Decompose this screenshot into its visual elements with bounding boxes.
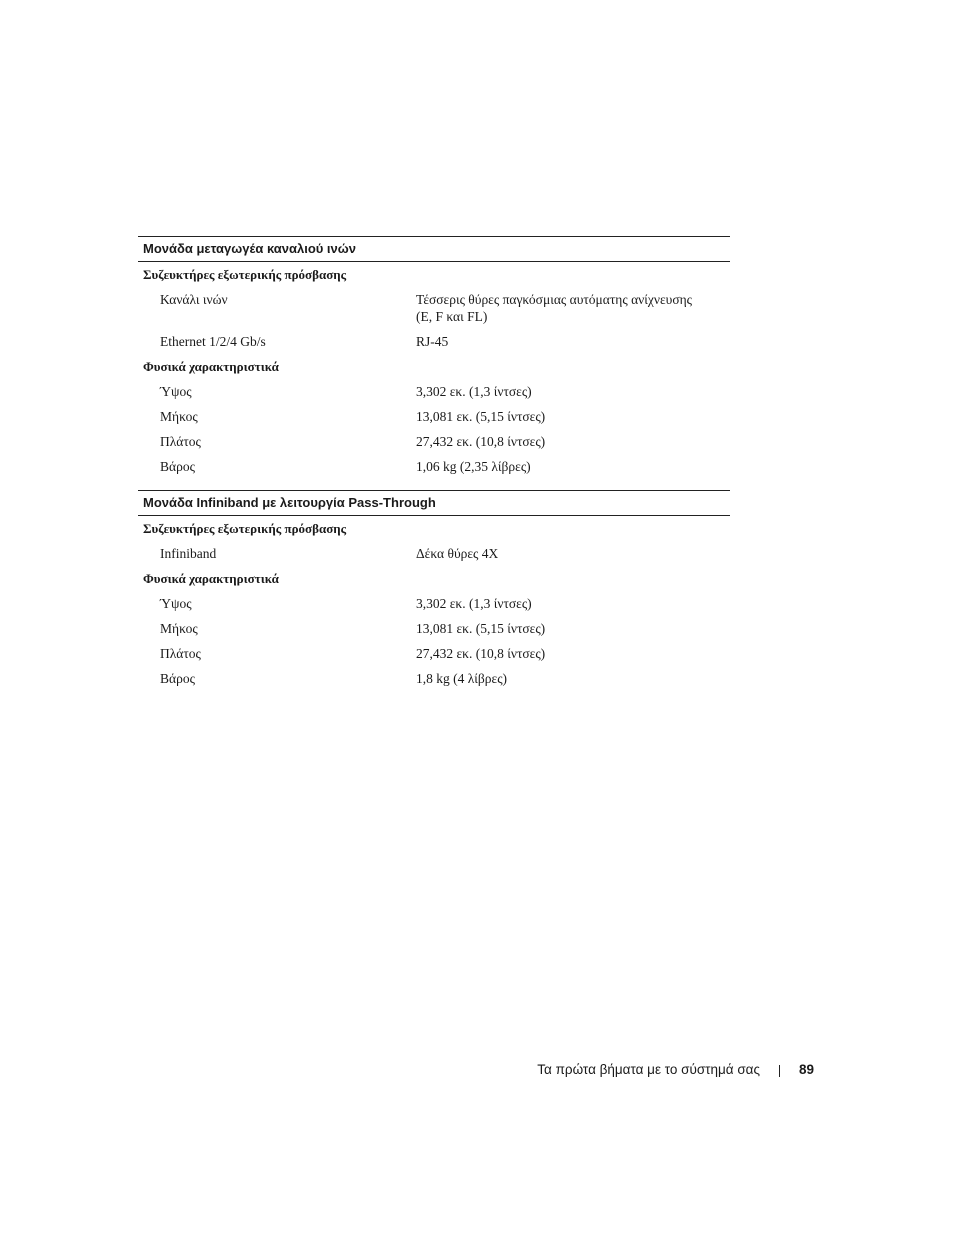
spec-value: 13,081 εκ. (5,15 ίντσες) [416, 621, 546, 636]
section-heading: Συζευκτήρες εξωτερικής πρόσβασης [143, 267, 347, 282]
table-title: Μονάδα Infiniband με λειτουργία Pass-Through [138, 490, 730, 516]
spec-value: Τέσσερις θύρες παγκόσμιας αυτόματης ανίχνευσης (E, F και FL) [416, 292, 693, 324]
spec-value: Δέκα θύρες 4X [416, 546, 499, 561]
spec-row [138, 454, 730, 479]
page-number: 89 [798, 1062, 814, 1077]
spec-label: Βάρος [160, 671, 195, 686]
spec-label: Κανάλι ινών [160, 292, 228, 307]
spec-label: Πλάτος [160, 646, 201, 661]
spec-value: 27,432 εκ. (10,8 ίντσες) [416, 434, 546, 449]
spec-table-fibre-channel-switch [138, 236, 730, 479]
spec-label: Infiniband [160, 546, 217, 561]
table-title: Μονάδα μεταγωγέα καναλιού ινών [138, 236, 730, 262]
page-footer [500, 1061, 816, 1081]
spec-label: Μήκος [160, 621, 198, 636]
spec-row [138, 404, 730, 429]
spec-row [138, 591, 730, 616]
spec-row [138, 616, 730, 641]
spec-row [138, 329, 730, 354]
spec-row [138, 429, 730, 454]
spec-label: Μήκος [160, 409, 198, 424]
spec-label: Ύψος [160, 384, 192, 399]
spec-value: 27,432 εκ. (10,8 ίντσες) [416, 646, 546, 661]
spec-table-infiniband-pass-through [138, 490, 730, 691]
spec-label: Ύψος [160, 596, 192, 611]
spec-row [138, 641, 730, 666]
spec-value: RJ-45 [416, 334, 449, 349]
spec-label: Πλάτος [160, 434, 201, 449]
spec-value: 1,8 kg (4 λίβρες) [416, 671, 508, 686]
spec-row [138, 379, 730, 404]
spec-row [138, 666, 730, 691]
spec-value: 3,302 εκ. (1,3 ίντσες) [416, 596, 532, 611]
section-heading: Φυσικά χαρακτηριστικά [143, 359, 279, 374]
footer-divider [779, 1065, 780, 1077]
spec-label: Βάρος [160, 459, 195, 474]
spec-value: 3,302 εκ. (1,3 ίντσες) [416, 384, 532, 399]
spec-label: Ethernet 1/2/4 Gb/s [160, 334, 266, 349]
footer-chapter-title: Τα πρώτα βήματα με το σύστημά σας [537, 1062, 760, 1077]
spec-value: 1,06 kg (2,35 λίβρες) [416, 459, 531, 474]
spec-row [138, 541, 730, 566]
spec-row [138, 287, 730, 329]
spec-value: 13,081 εκ. (5,15 ίντσες) [416, 409, 546, 424]
section-heading: Συζευκτήρες εξωτερικής πρόσβασης [143, 521, 347, 536]
section-heading: Φυσικά χαρακτηριστικά [143, 571, 279, 586]
